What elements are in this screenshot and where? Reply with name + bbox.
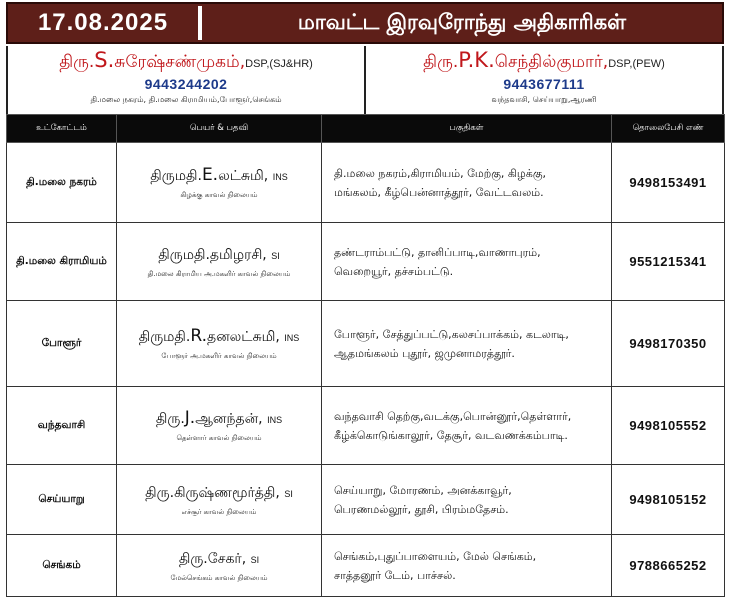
officer-area: வந்தவாசி, செய்யாறு,ஆரணி — [491, 95, 597, 104]
phone-cell: 9498153491 — [612, 143, 725, 223]
table-row — [7, 301, 725, 387]
subdivision-cell: வந்தவாசி — [7, 387, 117, 465]
column-header-areas: பகுதிகள் — [322, 115, 612, 143]
page-title: மாவட்ட இரவுரோந்து அதிகாரிகள் — [297, 9, 627, 34]
patrol-officer-name: திரு.கிருஷ்ணமூர்த்தி, SI — [145, 485, 293, 501]
officer-panel — [6, 46, 724, 114]
table-row — [7, 223, 725, 301]
station-name: எச்சூர் காவல் நிலையம் — [181, 508, 257, 516]
patrol-officer-name: திரு.சேகர், SI — [178, 551, 260, 567]
subdivision-cell: தி.மலை கிராமியம் — [7, 223, 117, 301]
areas-cell: செங்கம்,புதுப்பாளையம், மேல் செங்கம், சாத்தனூர் டேம், பாச்சல். — [322, 535, 612, 597]
officer-card — [364, 46, 722, 114]
officer-cell — [117, 223, 322, 301]
table-row — [7, 387, 725, 465]
column-header-name: பெயர் & பதவி — [117, 115, 322, 143]
officer-cell — [117, 465, 322, 535]
patrol-officer-name: திருமதி.தமிழரசி, SI — [158, 247, 280, 263]
station-name: போளூர் அ.மகளிர் காவல் நிலையம் — [161, 352, 277, 360]
table-header-row — [7, 115, 725, 143]
phone-cell: 9498170350 — [612, 301, 725, 387]
officer-name: திரு.S.சுரேஷ்சண்முகம்,DSP,(SJ&HR) — [59, 48, 313, 72]
table-row — [7, 143, 725, 223]
patrol-officer-name: திருமதி.R.தனலட்சுமி, INS — [138, 326, 300, 346]
column-header-phone: தொலைபேசி எண் — [612, 115, 725, 143]
officer-designation: DSP,(PEW) — [608, 58, 665, 70]
station-name: தெள்ளார் காவல் நிலையம் — [176, 434, 262, 442]
officer-cell — [117, 387, 322, 465]
patrol-table — [6, 114, 725, 597]
areas-cell: தி.மலை நகரம்,கிராமியம், மேற்கு, கிழக்கு, மங்கலம், கீழ்பென்னாத்தூர், வேட்டவலம். — [322, 143, 612, 223]
station-name: தி.மலை கிராமிய அ.மகளிர் காவல் நிலையம் — [147, 270, 291, 278]
officer-area: தி.மலை நகரம், தி.மலை கிராமியம்,போளூர்,செங்கம் — [90, 95, 282, 104]
patrol-officer-name: திருமதி.E.லட்சுமி, INS — [150, 165, 288, 185]
officer-cell — [117, 143, 322, 223]
patrol-officer-name: திரு.J.ஆனந்தன், INS — [155, 408, 283, 428]
table-row — [7, 465, 725, 535]
subdivision-cell: தி.மலை நகரம் — [7, 143, 117, 223]
officer-card — [8, 46, 364, 114]
areas-cell: வந்தவாசி தெற்கு,வடக்கு,பொன்னூர்,தெள்ளார், கீழ்க்கொடுங்காலூர், தேசூர், வடவணக்கம்பாடி. — [322, 387, 612, 465]
areas-cell: செய்யாறு, மோரணம், அனக்காவூர், பெரணமல்லூர், தூசி, பிரம்மதேசம். — [322, 465, 612, 535]
report-date: 17.08.2025 — [37, 9, 169, 36]
header-banner — [6, 2, 724, 44]
table-row — [7, 535, 725, 597]
areas-cell: தண்டராம்பட்டு, தானிப்பாடி,வாணாபுரம், வெறையூர், தச்சம்பட்டு. — [322, 223, 612, 301]
officer-phone: 9443677111 — [503, 76, 585, 92]
officer-designation: DSP,(SJ&HR) — [245, 58, 313, 70]
column-header-subdivision: உட்கோட்டம் — [7, 115, 117, 143]
station-name: கிழக்கு காவல் நிலையம் — [180, 191, 258, 199]
subdivision-cell: செய்யாறு — [7, 465, 117, 535]
officer-cell — [117, 535, 322, 597]
areas-cell: போளூர், சேத்துப்பட்டு,கலசப்பாக்கம், கடலாடி, ஆதமங்கலம் புதூர், ஜமுனாமரத்தூர். — [322, 301, 612, 387]
subdivision-cell: போளூர் — [7, 301, 117, 387]
officer-name: திரு.P.K.செந்தில்குமார்,DSP,(PEW) — [423, 48, 665, 72]
phone-cell: 9498105552 — [612, 387, 725, 465]
phone-cell: 9498105152 — [612, 465, 725, 535]
phone-cell: 9788665252 — [612, 535, 725, 597]
officer-cell — [117, 301, 322, 387]
officer-phone: 9443244202 — [144, 76, 228, 92]
station-name: மேல்செங்கம் காவல் நிலையம் — [170, 574, 268, 582]
subdivision-cell: செங்கம் — [7, 535, 117, 597]
phone-cell: 9551215341 — [612, 223, 725, 301]
